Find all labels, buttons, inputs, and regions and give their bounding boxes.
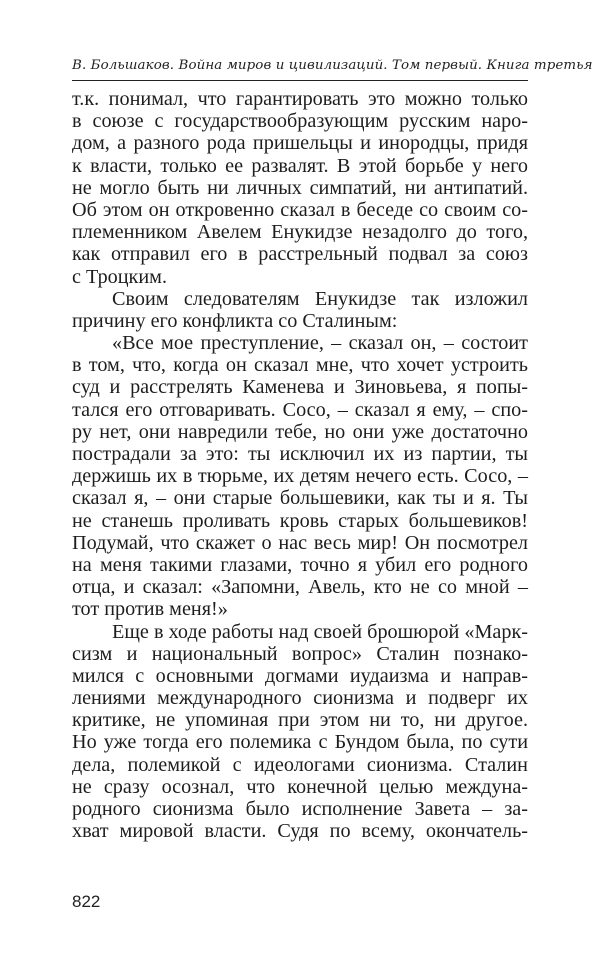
- running-header: В. Большаков. Война миров и цивилизаций. Том первый. Книга третья: [72, 58, 593, 73]
- text-line: сказал я, – они старые большевики, как ты и я. Ты: [72, 487, 528, 510]
- text-line: лениями международного сионизма и подверг их: [72, 687, 528, 710]
- text-line: пострадали за это: ты исключил их из партии, ты: [72, 443, 528, 465]
- paragraph: [72, 332, 528, 620]
- text-line: сизм и национальный вопрос» Сталин познако-: [72, 642, 528, 665]
- text-line: тот против меня!»: [72, 598, 228, 621]
- text-line: дом, а разного рода пришельцы и инородцы, придя: [72, 132, 528, 155]
- text-line: родного сионизма было исполнение Завета – за-: [72, 798, 528, 820]
- text-line: суд и расстрелять Каменева и Зиновьева, я попы-: [72, 376, 528, 399]
- text-line: на меня такими глазами, точно я убил его родного: [72, 553, 528, 576]
- text-line: к власти, только ее развалят. В этой борьбе у него: [72, 154, 528, 177]
- text-line: в том, что, когда он сказал мне, что хочет устроить: [72, 354, 528, 377]
- body-text: [72, 88, 528, 842]
- text-line: как отправил его в расстрельный подвал за союз: [72, 243, 528, 266]
- text-line: отца, и сказал: «Запомни, Авель, кто не со мной –: [72, 576, 528, 599]
- text-line: тался его отговаривать. Сосо, – сказал я ему, – спо-: [72, 398, 528, 421]
- text-line: в союзе с государствообразующим русским наро-: [72, 110, 528, 133]
- paragraph: [72, 88, 528, 288]
- paragraph: [72, 288, 528, 332]
- paragraph: [72, 621, 528, 843]
- text-line: не станешь проливать кровь старых большевиков!: [72, 509, 528, 532]
- text-line: «Все мое преступление, – сказал он, – состоит: [112, 332, 528, 355]
- text-line: с Троцким.: [72, 265, 167, 288]
- text-line: Своим следователям Енукидзе так изложил: [112, 287, 528, 310]
- text-line: дела, полемикой с идеологами сионизма. Сталин: [72, 753, 528, 776]
- page-number: 822: [72, 892, 101, 911]
- text-line: мился с основными догмами иудаизма и направ-: [72, 664, 528, 687]
- text-line: Но уже тогда его полемика с Бундом была, по сути: [72, 731, 528, 754]
- text-line: не сразу осознал, что конечной целью междуна-: [72, 775, 528, 798]
- text-line: держишь их в тюрьме, их детям нечего есть. Сосо, –: [72, 465, 528, 488]
- text-line: ру нет, они навредили тебе, но они уже достаточно: [72, 420, 528, 443]
- header-rule: [72, 80, 528, 81]
- text-line: причину его конфликта со Сталиным:: [72, 309, 398, 332]
- text-line: Еще в ходе работы над своей брошюрой «Марк-: [112, 620, 528, 643]
- text-line: критике, не упоминая при этом ни то, ни другое.: [72, 709, 528, 732]
- text-line: Об этом он откровенно сказал в беседе со своим со-: [72, 198, 528, 221]
- text-line: Подумай, что скажет о нас весь мир! Он посмотрел: [72, 531, 528, 554]
- text-line: т.к. понимал, что гарантировать это можно только: [72, 88, 528, 110]
- text-line: не могло быть ни личных симпатий, ни антипатий.: [72, 176, 528, 199]
- text-line: хват мировой власти. Судя по всему, окончатель-: [72, 820, 528, 843]
- text-line: племенником Авелем Енукидзе незадолго до того,: [72, 221, 528, 244]
